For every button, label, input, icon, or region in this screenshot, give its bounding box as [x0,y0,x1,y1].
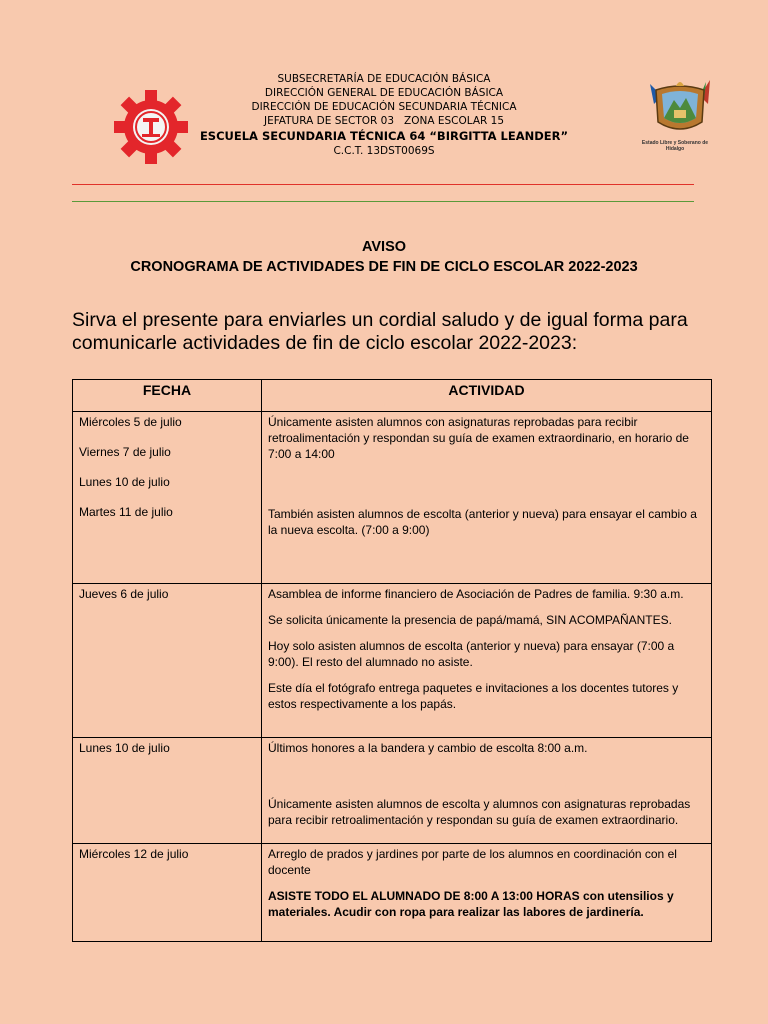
school-name: ESCUELA SECUNDARIA TÉCNICA 64 “BIRGITTA LEANDER” [199,129,569,143]
header-line-3: DIRECCIÓN DE EDUCACIÓN SECUNDARIA TÉCNICA [251,101,517,113]
table-row [73,584,712,738]
header-divider-red [72,184,694,185]
notice-subtitle: CRONOGRAMA DE ACTIVIDADES DE FIN DE CICLO ESCOLAR 2022-2023 [130,259,638,275]
notice-heading [0,237,768,277]
date-item: Viernes 7 de julio [79,445,171,459]
date-cell [73,738,262,844]
schedule-table [72,379,712,942]
date-item: Miércoles 12 de julio [79,847,189,861]
activity-item: Únicamente asisten alumnos con asignaturas reprobadas para recibir retroalimentación y respondan su guía de examen extraordinario, en horario de 7:00 a 14:00 [268,415,689,461]
header-line-4: JEFATURA DE SECTOR 03 ZONA ESCOLAR 15 [263,115,505,127]
date-item: Martes 11 de julio [79,505,173,519]
table-header-row [73,380,712,412]
intro-paragraph: Sirva el presente para enviarles un cordial saludo y de igual forma para comunicarle actividades de fin de ciclo escolar 2022-2023: [72,309,688,354]
activity-item: Este día el fotógrafo entrega paquetes e invitaciones a los docentes tutores y estos respectivamente a los papás. [268,681,679,711]
activity-item: Se solicita únicamente la presencia de papá/mamá, SIN ACOMPAÑANTES. [268,613,672,627]
activity-cell [262,584,712,738]
date-cell [73,412,262,584]
activity-cell [262,844,712,942]
activity-item: Asamblea de informe financiero de Asociación de Padres de familia. 9:30 a.m. [268,587,684,601]
date-item: Lunes 10 de julio [79,475,170,489]
activity-cell [262,738,712,844]
activity-item: Únicamente asisten alumnos de escolta y alumnos con asignaturas reprobadas para recibir retroalimentación y respondan su guía de examen extraordinario. [268,797,691,827]
header-line-2: DIRECCIÓN GENERAL DE EDUCACIÓN BÁSICA [264,87,504,99]
activity-item: Últimos honores a la bandera y cambio de escolta 8:00 a.m. [268,741,588,755]
state-logo-caption: Estado Libre y Soberano de Hidalgo [641,140,709,152]
activity-item: También asisten alumnos de escolta (anterior y nueva) para ensayar el cambio a la nueva escolta. (7:00 a 9:00) [268,507,697,537]
column-header-fecha: FECHA [73,380,262,412]
table-row [73,844,712,942]
date-item: Lunes 10 de julio [79,741,170,755]
activity-item: Hoy solo asisten alumnos de escolta (anterior y nueva) para ensayar (7:00 a 9:00). El resto del alumnado no asiste. [268,639,675,669]
table-row [73,412,712,584]
activity-cell [262,412,712,584]
activity-item: Arreglo de prados y jardines por parte de los alumnos en coordinación con el docente [268,847,677,877]
header-line-1: SUBSECRETARÍA DE EDUCACIÓN BÁSICA [277,73,491,85]
date-item: Miércoles 5 de julio [79,415,182,429]
header-divider-green [72,201,694,202]
school-cct: C.C.T. 13DST0069S [333,145,435,157]
notice-title: AVISO [361,239,407,255]
column-header-actividad: ACTIVIDAD [262,380,712,412]
date-cell [73,584,262,738]
activity-item-emphasis: ASISTE TODO EL ALUMNADO DE 8:00 A 13:00 HORAS con utensilios y materiales. Acudir con ropa para realizar las labores de jardinería. [268,889,674,919]
date-cell [73,844,262,942]
date-item: Jueves 6 de julio [79,587,169,601]
table-row [73,738,712,844]
